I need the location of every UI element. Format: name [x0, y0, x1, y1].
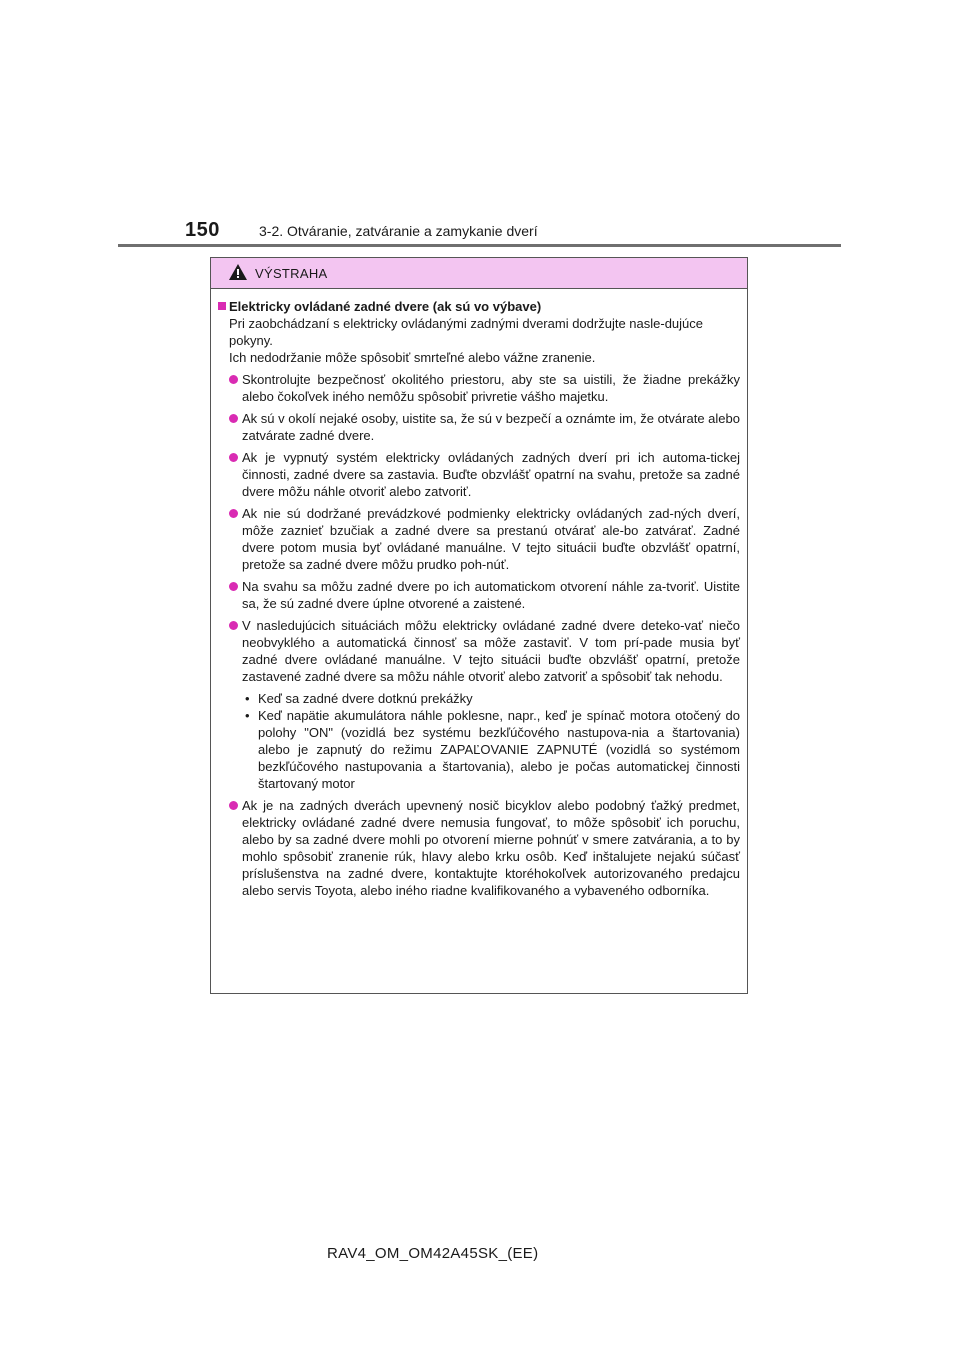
intro-paragraph-2: Ich nedodržanie môže spôsobiť smrteľné alebo vážne zranenie. [229, 350, 596, 365]
header-rule [118, 244, 841, 247]
bullet-dot-icon [229, 453, 238, 462]
warning-title: VÝSTRAHA [255, 266, 328, 281]
sub-list-item-text: Keď napätie akumulátora náhle poklesne, napr., keď je spínač motora otočený do polohy "ON" (vozidlá bez systému bezkľúčového nastupova-nia a štartovania) alebo je zapnutý do režimu ZAPAĽOVANIE ZAPNUTÉ (vozidlá so systémom bezkľúčového nastupovania a štartovania), alebo je počas automatickej činnosti štartovaný motor [258, 708, 740, 791]
bullet-dot-icon [229, 801, 238, 810]
sub-bullet-mark: • [245, 691, 250, 706]
list-item [218, 410, 740, 444]
bullet-list [218, 371, 740, 685]
warning-heading [218, 298, 740, 315]
list-item-text: V nasledujúcich situáciách môžu elektricky ovládané zadné dvere deteko-vať niečo neobvyklého a automatická činnosť sa môže zastaviť. V tom prí-pade musia byť zadné dvere ovládané manuálne. V tejto situácii buďte obzvlášť opatrní, pretože zastavené zadné dvere sa môžu náhle otvoriť alebo zatvoriť a spôsobiť tak nehodu. [242, 618, 740, 684]
list-item-text: Na svahu sa môžu zadné dvere po ich automatickom otvorení náhle za-tvoriť. Uistite sa, že sú zadné dvere úplne otvorené a zaistené. [242, 579, 740, 611]
bullet-dot-icon [229, 509, 238, 518]
sub-bullet-list [218, 690, 740, 792]
list-item-text: Ak je vypnutý systém elektricky ovládaných zadných dverí pri ich automa-tickej činnosti, zadné dvere sa zastavia. Buďte obzvlášť opatrní na svahu, pretože sa zadné dvere môžu náhle otvoriť alebo zatvoriť. [242, 450, 740, 499]
bullet-dot-icon [229, 375, 238, 384]
list-item-text: Skontrolujte bezpečnosť okolitého priestoru, aby ste sa uistili, že žiadne prekážky alebo čokoľvek iného nemôžu spôsobiť privretie vášho majetku. [242, 372, 740, 404]
list-item-text: Ak je na zadných dverách upevnený nosič bicyklov alebo podobný ťažký predmet, elektricky ovládané zadné dvere nemusia fungovať, to môže spôsobiť ich poruchu, alebo by sa zadné dvere mohli po otvorení mierne pohnúť v smere zatvárania, a to by mohlo spôsobiť zranenie rúk, hlavy alebo krku osôb. Keď inštalujete nejakú súčasť príslušenstva na zadné dvere, kontaktujte ktoréhokoľvek autorizovaného predajcu alebo servis Toyota, alebo iného riadne kvalifikovaného a vybaveného odborníka. [242, 798, 740, 898]
section-title: 3-2. Otváranie, zatváranie a zamykanie dverí [259, 223, 538, 239]
sub-list-item [218, 690, 740, 707]
list-item [218, 617, 740, 685]
bullet-dot-icon [229, 621, 238, 630]
bullet-dot-icon [229, 582, 238, 591]
warning-header [211, 258, 747, 289]
bullet-list-continued [218, 797, 740, 899]
sub-list-item-text: Keď sa zadné dvere dotknú prekážky [258, 691, 473, 706]
warning-triangle-icon [228, 263, 248, 281]
warning-box [210, 257, 748, 994]
list-item [218, 578, 740, 612]
list-item-text: Ak nie sú dodržané prevádzkové podmienky elektricky ovládaných zad-ných dverí, môže zaznieť bzučiak a zadné dvere sa prestanú otvárať ale-bo zatvárať. Zadné dvere potom musia byť ovládané manuálne. V tejto situácii buďte obzvlášť opatrní, pretože sa zadné dvere môžu prudko poh-núť. [242, 506, 740, 572]
sub-bullet-mark: • [245, 708, 250, 723]
list-item [218, 505, 740, 573]
sub-list-item [218, 707, 740, 792]
warning-heading-text: Elektricky ovládané zadné dvere (ak sú vo výbave) [229, 299, 542, 314]
list-item-text: Ak sú v okolí nejaké osoby, uistite sa, že sú v bezpečí a oznámte im, že otvárate alebo zatvárate zadné dvere. [242, 411, 740, 443]
page-number: 150 [185, 219, 220, 241]
bullet-dot-icon [229, 414, 238, 423]
list-item [218, 449, 740, 500]
footer-document-code: RAV4_OM_OM42A45SK_(EE) [327, 1245, 539, 1262]
warning-body [211, 289, 747, 899]
intro-paragraph-1: Pri zaobchádzaní s elektricky ovládanými zadnými dverami dodržujte nasle-dujúce pokyny. [229, 316, 704, 348]
square-bullet-icon [218, 302, 226, 310]
list-item [218, 797, 740, 899]
list-item [218, 371, 740, 405]
